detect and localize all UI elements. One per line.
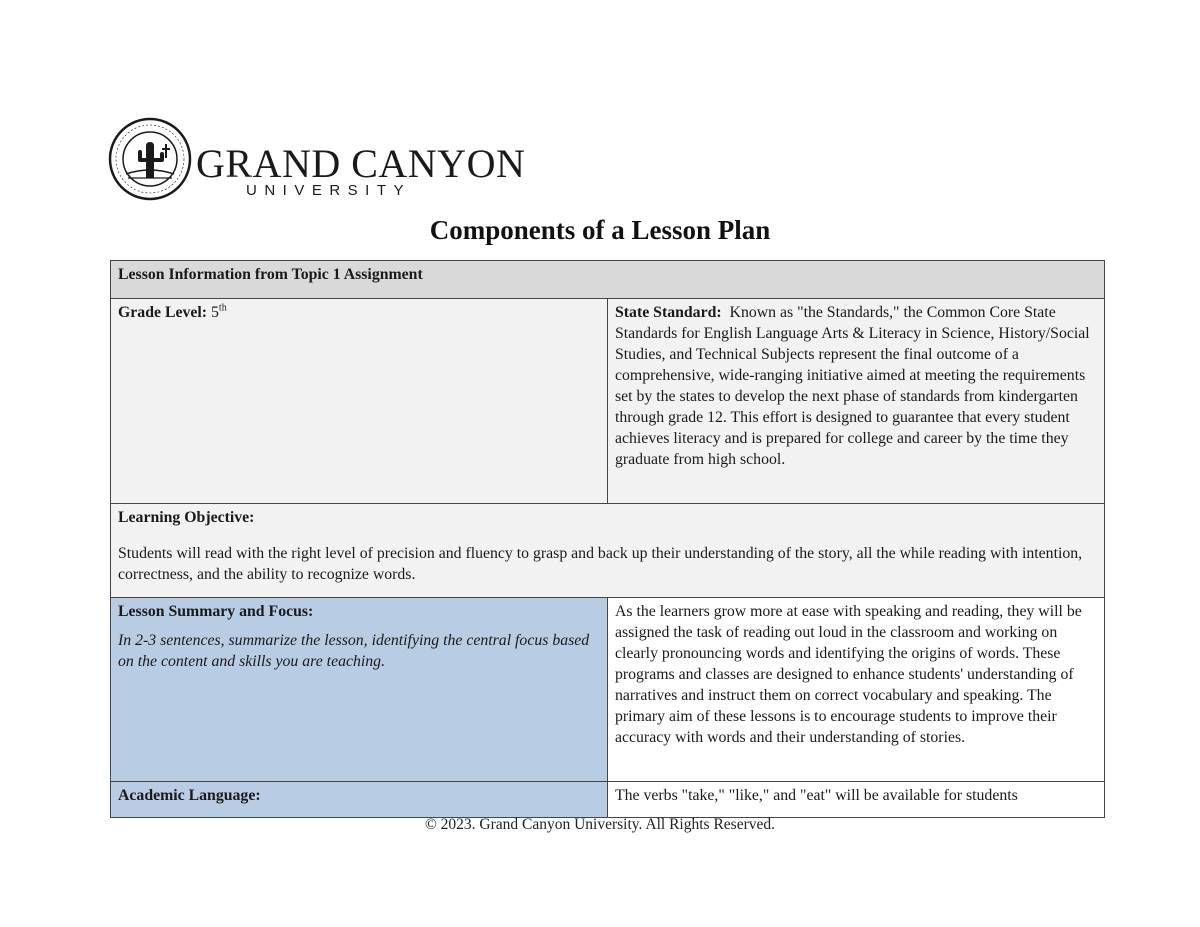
table-row-summary bbox=[111, 598, 1105, 782]
state-standard-cell bbox=[608, 299, 1105, 504]
learning-objective-text: Students will read with the right level of precision and fluency to grasp and back up their understanding of the story, all the while reading with intention, correctness, and the ability to recognize words. bbox=[118, 545, 1083, 583]
lesson-summary-text-cell bbox=[608, 598, 1105, 782]
learning-objective-cell bbox=[111, 504, 1105, 598]
table-row-header bbox=[111, 261, 1105, 299]
lesson-summary-label-cell bbox=[111, 598, 608, 782]
grade-level-cell bbox=[111, 299, 608, 504]
grade-level-label: Grade Level: bbox=[118, 304, 208, 321]
logo-subtitle: UNIVERSITY bbox=[246, 182, 412, 199]
lesson-plan-table bbox=[110, 260, 1105, 818]
table-row-academic bbox=[111, 782, 1105, 818]
table-row-grade-standard bbox=[111, 299, 1105, 504]
lesson-summary-label: Lesson Summary and Focus: bbox=[118, 603, 314, 620]
page-title: Components of a Lesson Plan bbox=[429, 215, 771, 245]
logo-wordmark: GRAND CANYON bbox=[196, 141, 526, 186]
academic-language-label: Academic Language: bbox=[118, 787, 261, 804]
learning-objective-label: Learning Objective: bbox=[118, 509, 255, 526]
table-row-objective bbox=[111, 504, 1105, 598]
lesson-summary-text: As the learners grow more at ease with speaking and reading, they will be assigned the task of reading out loud in the classroom and working on clearly pronouncing words and identifying the origins of words. These programs and classes are designed to enhance students' understanding of narratives and instruct them on correct vocabulary and speaking. The primary aim of these lessons is to encourage students to improve their accuracy with words and their understanding of stories. bbox=[615, 603, 1082, 746]
section-header-cell bbox=[111, 261, 1105, 299]
lesson-summary-prompt: In 2-3 sentences, summarize the lesson, identifying the central focus based on the content and skills you are teaching. bbox=[118, 632, 590, 670]
grade-level-value: 5 bbox=[211, 304, 219, 321]
academic-language-text-cell bbox=[608, 782, 1105, 818]
state-standard-text: Known as "the Standards," the Common Core State Standards for English Language Arts & Literacy in Science, History/Social Studies, and Technical Subjects represent the final outcome of a comprehensive, wide-ranging initiative aimed at meeting the requirements set by the states to develop the next phase of standards from kindergarten through grade 12. This effort is designed to guarantee that every student achieves literacy and is prepared for college and career by the time they graduate from high school. bbox=[615, 304, 1090, 468]
academic-language-text: The verbs "take," "like," and "eat" will be available for students bbox=[615, 787, 1018, 804]
university-seal-icon bbox=[108, 116, 192, 202]
university-logo bbox=[108, 116, 526, 202]
grade-level-suffix: th bbox=[218, 302, 227, 314]
copyright-footer: © 2023. Grand Canyon University. All Rights Reserved. bbox=[424, 816, 775, 833]
section-header: Lesson Information from Topic 1 Assignment bbox=[118, 266, 423, 283]
academic-language-label-cell bbox=[111, 782, 608, 818]
state-standard-label: State Standard: bbox=[615, 304, 722, 321]
